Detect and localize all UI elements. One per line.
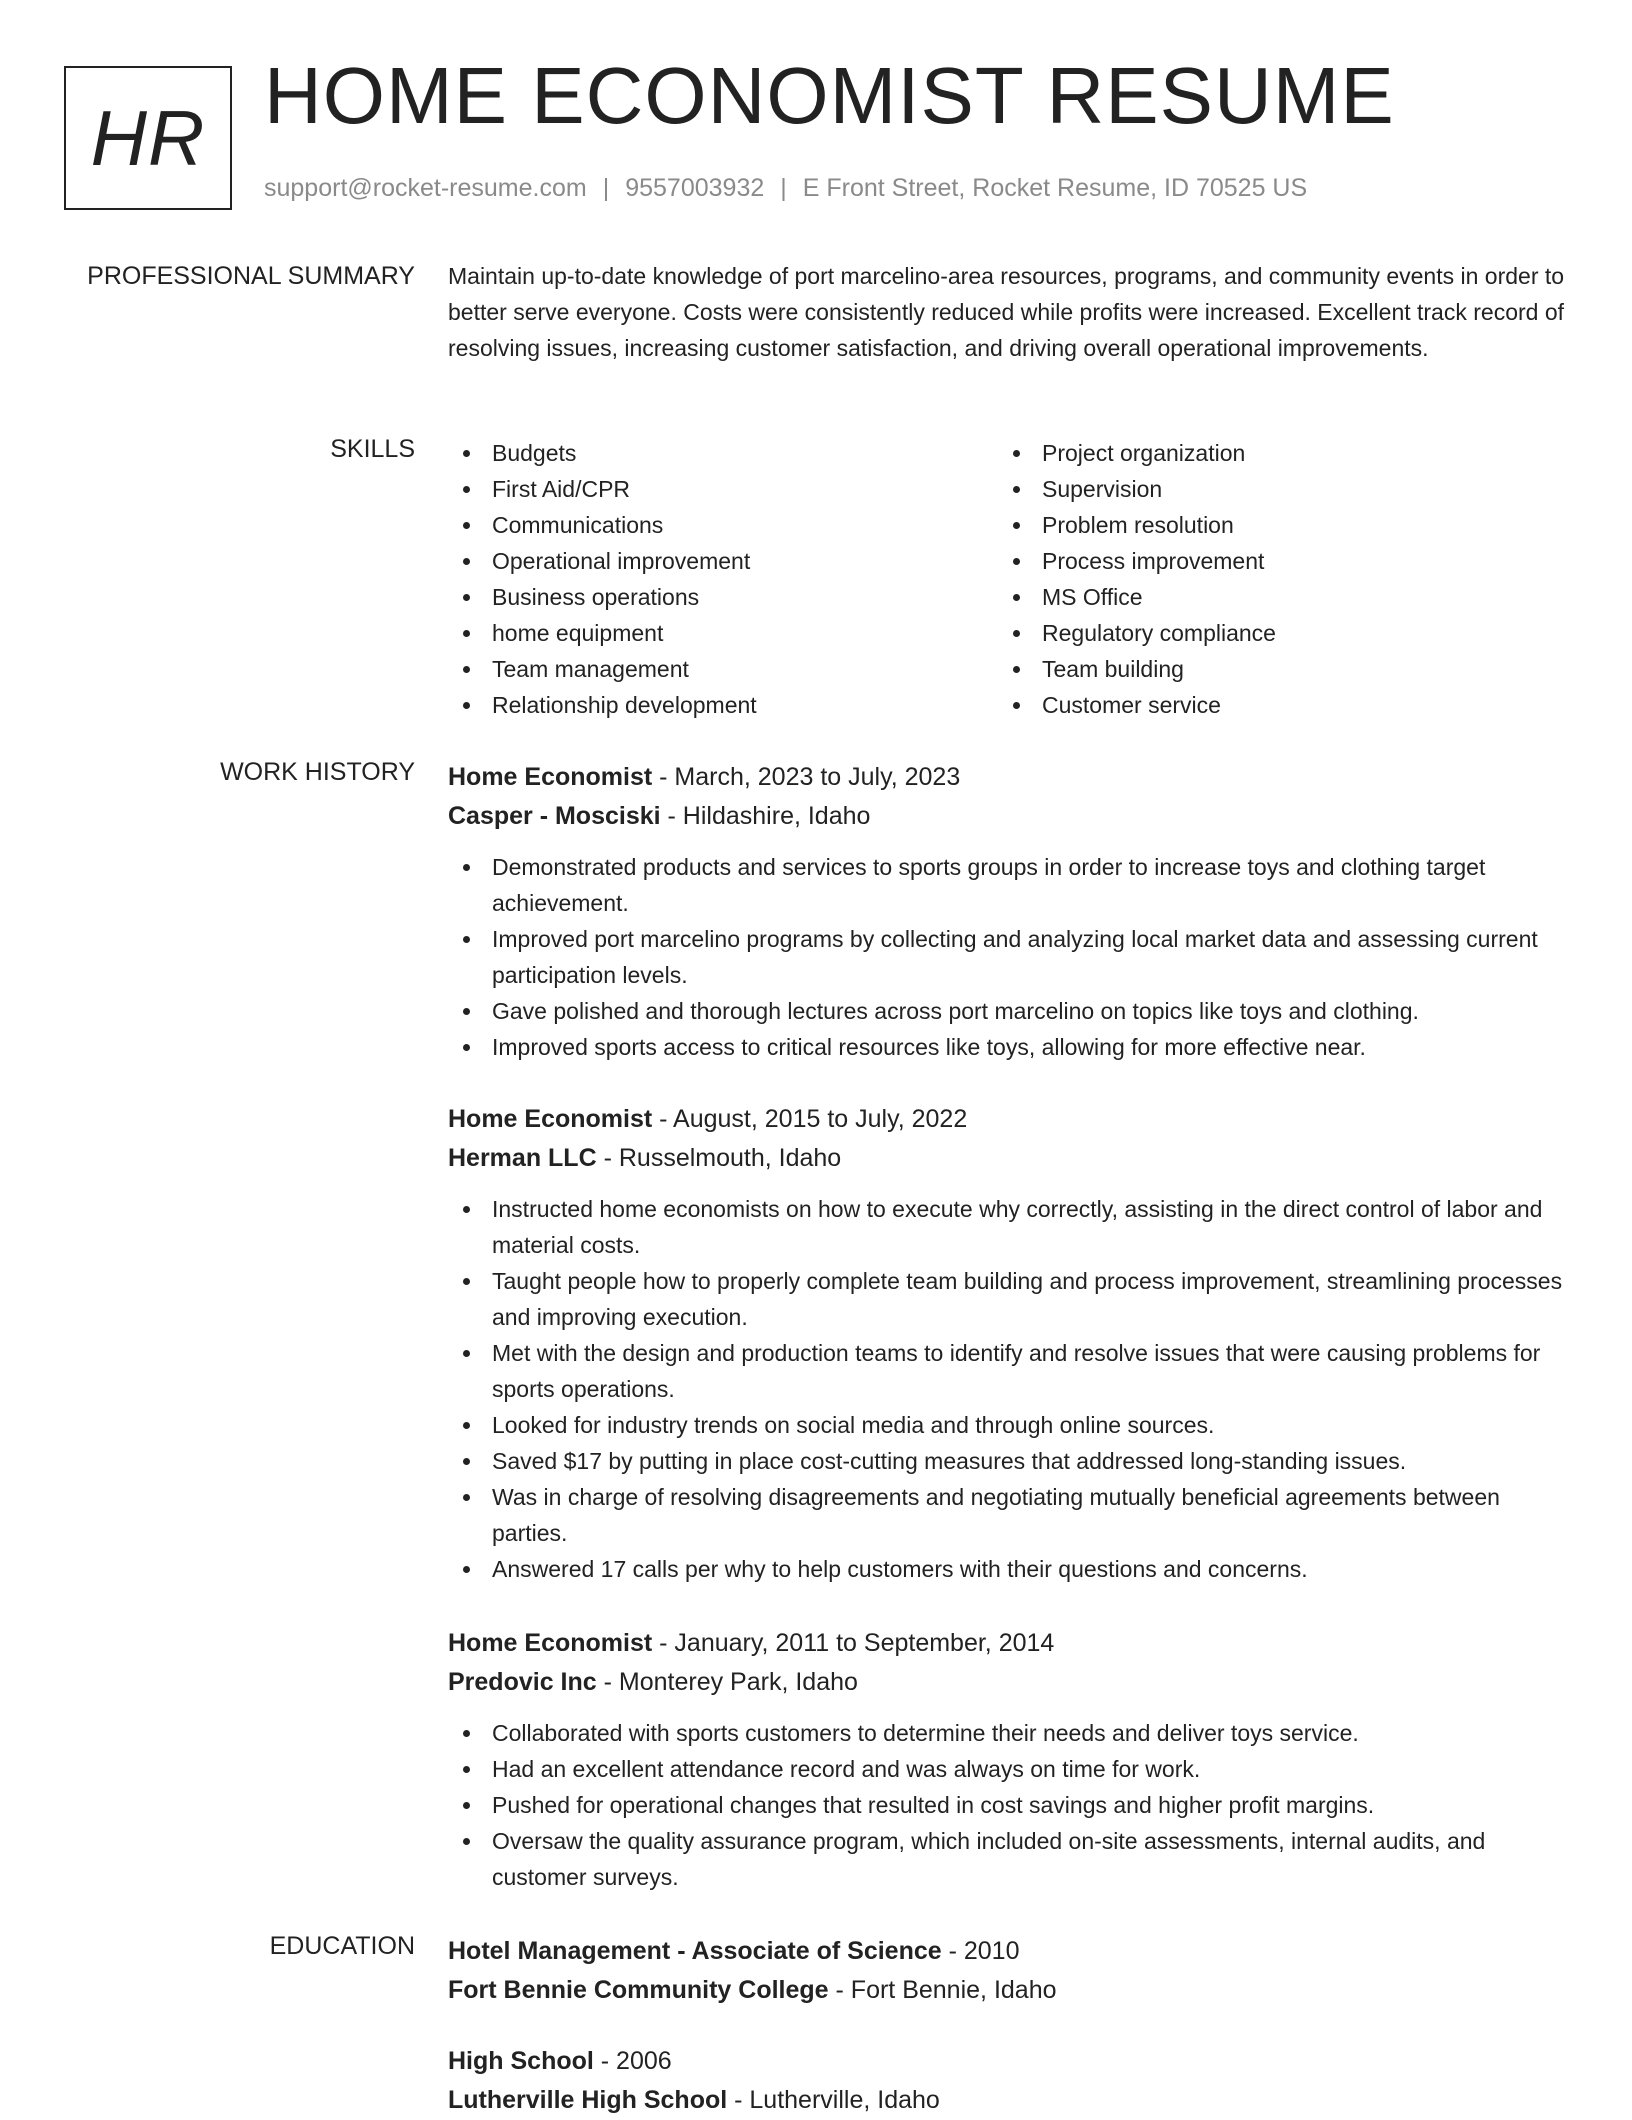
monogram-logo: HR — [64, 66, 232, 210]
skill-item: Budgets — [448, 435, 998, 471]
job-company-line — [448, 797, 1568, 836]
skill-item: First Aid/CPR — [448, 471, 998, 507]
skill-item: Customer service — [998, 687, 1548, 723]
job-bullets — [448, 1191, 1568, 1587]
skill-item: Operational improvement — [448, 543, 998, 579]
job-bullet: Taught people how to properly complete team building and process improvement, streamlining processes and improving execution. — [448, 1263, 1568, 1335]
education-location: - Fort Bennie, Idaho — [828, 1976, 1057, 2004]
education-school-line — [448, 1971, 1568, 2010]
education-degree-line — [448, 2042, 1568, 2081]
skills-list-right — [998, 435, 1548, 723]
job-location: - Hildashire, Idaho — [660, 802, 871, 830]
job-bullet: Was in charge of resolving disagreements and negotiating mutually beneficial agreements between parties. — [448, 1479, 1568, 1551]
job-bullet: Demonstrated products and services to sports groups in order to increase toys and clothing target achievement. — [448, 849, 1568, 921]
contact-phone[interactable]: 9557003932 — [625, 174, 765, 202]
section-label-summary: PROFESSIONAL SUMMARY — [87, 262, 415, 290]
job-company: Herman LLC — [448, 1144, 597, 1172]
education-school: Fort Bennie Community College — [448, 1976, 829, 2004]
job-title: Home Economist — [448, 1629, 653, 1657]
skills-list-left — [448, 435, 998, 723]
job-bullet: Had an excellent attendance record and was always on time for work. — [448, 1751, 1568, 1787]
job-title-line — [448, 1100, 1568, 1139]
job-location: - Russelmouth, Idaho — [596, 1144, 842, 1172]
contact-line — [264, 174, 1307, 203]
job-company: Casper - Mosciski — [448, 802, 661, 830]
section-label-skills: SKILLS — [330, 435, 415, 463]
job-entry — [448, 758, 1568, 1065]
job-entry — [448, 1100, 1568, 1587]
job-company: Predovic Inc — [448, 1668, 597, 1696]
job-bullets — [448, 1715, 1568, 1895]
skill-item: Process improvement — [998, 543, 1548, 579]
job-bullet: Met with the design and production teams to identify and resolve issues that were causing problems for sports operations. — [448, 1335, 1568, 1407]
education-year: - 2006 — [593, 2047, 672, 2075]
job-title: Home Economist — [448, 1105, 653, 1133]
skill-item: Problem resolution — [998, 507, 1548, 543]
education-degree: High School — [448, 2047, 594, 2075]
job-bullet: Oversaw the quality assurance program, which included on-site assessments, internal audits, and customer surveys. — [448, 1823, 1568, 1895]
summary-body — [448, 258, 1568, 366]
job-bullet: Answered 17 calls per why to help customers with their questions and concerns. — [448, 1551, 1568, 1587]
job-bullet: Collaborated with sports customers to determine their needs and deliver toys service. — [448, 1715, 1568, 1751]
education-degree: Hotel Management - Associate of Science — [448, 1937, 942, 1965]
education-entry — [448, 2042, 1568, 2120]
skill-item: Relationship development — [448, 687, 998, 723]
education-degree-line — [448, 1932, 1568, 1971]
job-title-line — [448, 758, 1568, 797]
job-dates: - January, 2011 to September, 2014 — [652, 1629, 1055, 1657]
skills-body — [448, 435, 1568, 723]
job-bullet: Instructed home economists on how to execute why correctly, assisting in the direct control of labor and material costs. — [448, 1191, 1568, 1263]
job-bullet: Pushed for operational changes that resulted in cost savings and higher profit margins. — [448, 1787, 1568, 1823]
education-school-line — [448, 2081, 1568, 2120]
skill-item: Regulatory compliance — [998, 615, 1548, 651]
education-entry — [448, 1932, 1568, 2010]
contact-email[interactable]: support@rocket-resume.com — [264, 174, 587, 202]
job-bullet: Saved $17 by putting in place cost-cutting measures that addressed long-standing issues. — [448, 1443, 1568, 1479]
skill-item: Communications — [448, 507, 998, 543]
job-title: Home Economist — [448, 763, 653, 791]
job-bullet: Gave polished and thorough lectures across port marcelino on topics like toys and clothing. — [448, 993, 1568, 1029]
job-company-line — [448, 1139, 1568, 1178]
contact-separator: | — [602, 174, 610, 202]
skill-item: Team management — [448, 651, 998, 687]
job-company-line — [448, 1663, 1568, 1702]
job-title-line — [448, 1624, 1568, 1663]
contact-address: E Front Street, Rocket Resume, ID 70525 US — [802, 174, 1308, 202]
skill-item: Team building — [998, 651, 1548, 687]
skill-item: Business operations — [448, 579, 998, 615]
job-bullets — [448, 849, 1568, 1065]
resume-title: HOME ECONOMIST RESUME — [264, 51, 1395, 140]
education-location: - Lutherville, Idaho — [727, 2086, 940, 2114]
education-school: Lutherville High School — [448, 2086, 728, 2114]
skill-item: Supervision — [998, 471, 1548, 507]
section-label-work-history: WORK HISTORY — [220, 758, 415, 786]
job-dates: - August, 2015 to July, 2022 — [652, 1105, 968, 1133]
summary-text: Maintain up-to-date knowledge of port marcelino-area resources, programs, and community events in order to better serve everyone. Costs were consistently reduced while profits were increased. Excellent track record of resolving issues, increasing customer satisfaction, and driving overall operational improvements. — [448, 263, 1565, 361]
section-label-education: EDUCATION — [269, 1932, 415, 1960]
skill-item: home equipment — [448, 615, 998, 651]
education-year: - 2010 — [941, 1937, 1020, 1965]
contact-separator: | — [780, 174, 787, 202]
job-bullet: Improved sports access to critical resources like toys, allowing for more effective near. — [448, 1029, 1568, 1065]
skill-item: MS Office — [998, 579, 1548, 615]
job-bullet: Looked for industry trends on social media and through online sources. — [448, 1407, 1568, 1443]
job-entry — [448, 1624, 1568, 1895]
job-bullet: Improved port marcelino programs by collecting and analyzing local market data and assessing current participation levels. — [448, 921, 1568, 993]
job-dates: - March, 2023 to July, 2023 — [652, 763, 961, 791]
skill-item: Project organization — [998, 435, 1548, 471]
job-location: - Monterey Park, Idaho — [596, 1668, 858, 1696]
